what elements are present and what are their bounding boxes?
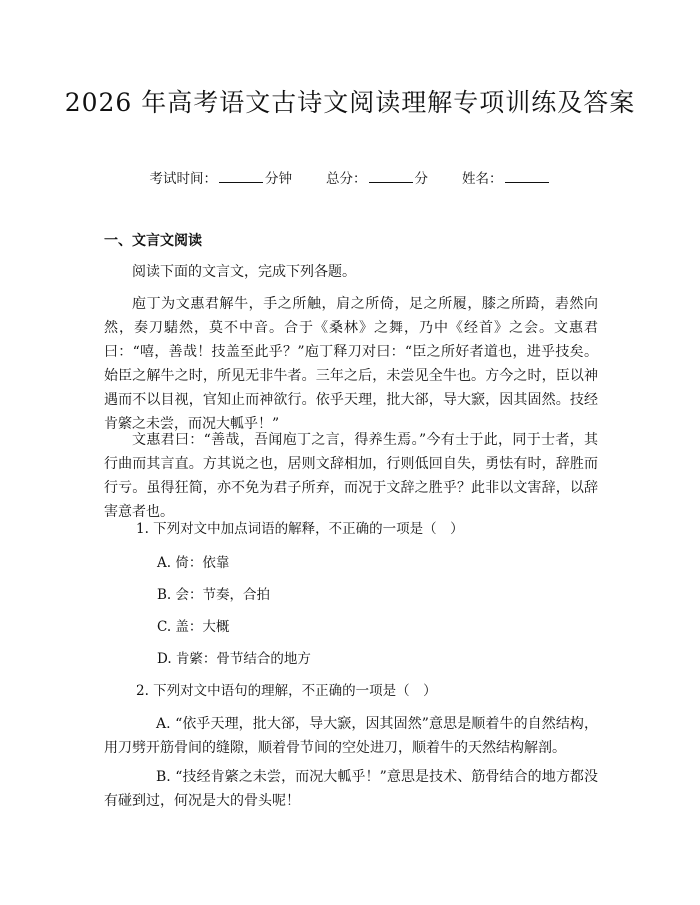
student-name-field [462, 168, 551, 189]
question-1-option-a: A. 倚：依靠 [157, 555, 230, 571]
student-name-blank [505, 168, 549, 183]
total-score-blank [369, 168, 413, 183]
exam-time-field [150, 168, 293, 189]
question-1-option-b: B. 会：节奏，合拍 [157, 587, 271, 603]
question-1-stem: 1. 下列对文中加点词语的解释，不正确的一项是（ ） [136, 521, 464, 537]
total-score-unit: 分 [414, 171, 428, 187]
total-score-label: 总分： [326, 171, 367, 187]
question-1-option-d: D. 肯綮：骨节结合的地方 [157, 651, 311, 667]
question-2-option-a: A. “依乎天理，批大郤，导大窾，因其固然”意思是顺着牛的自然结构，用刀劈开筋骨间的缝隙，顺着骨节间的空处进刀，顺着牛的天然结构解剖。 [104, 716, 598, 756]
page-title: 2026 年高考语文古诗文阅读理解专项训练及答案 [64, 88, 636, 117]
question-2-option-b: B. “技经肯綮之未尝，而况大軱乎！”意思是技术、筋骨结合的地方都没有碰到过，何况是大的骨头呢！ [104, 769, 598, 809]
total-score-field [326, 168, 428, 189]
exam-time-label: 考试时间： [149, 171, 217, 187]
question-2-stem: 2. 下列对文中语句的理解，不正确的一项是（ ） [136, 683, 437, 699]
student-name-label: 姓名： [462, 171, 503, 187]
passage-paragraph-2: 文惠君曰：“善哉，吾闻庖丁之言，得养生焉。”今有士于此，同于士者，其行曲而其言直。方其说之也，居则文辞相加，行则低回自失，勇怯有时，辞胜而行亏。虽得狂简，亦不免为君子所弃，而况于文辞之胜乎？此非以文害辞，以辞害意者也。 [104, 432, 598, 520]
exam-time-blank [219, 168, 263, 183]
exam-time-unit: 分钟 [265, 171, 292, 187]
exam-info-line [0, 168, 700, 189]
reading-instruction: 阅读下面的文言文，完成下列各题。 [132, 264, 356, 280]
passage-paragraph-1: 庖丁为文惠君解牛，手之所触，肩之所倚，足之所履，膝之所踦，砉然向然，奏刀騞然，莫不中音。合于《桑林》之舞，乃中《经首》之会。文惠君曰：“嘻，善哉！技盖至此乎？”庖丁释刀对曰：“臣之所好者道也，进乎技矣。始臣之解牛之时，所见无非牛者。三年之后，未尝见全牛也。方今之时，臣以神遇而不以目视，官知止而神欲行。依乎天理，批大郤，导大窾，因其固然。技经肯綮之未尝，而况大軱乎！” [104, 296, 598, 432]
section-heading: 一、文言文阅读 [104, 233, 202, 249]
question-1-option-c: C. 盖：大概 [157, 619, 230, 635]
